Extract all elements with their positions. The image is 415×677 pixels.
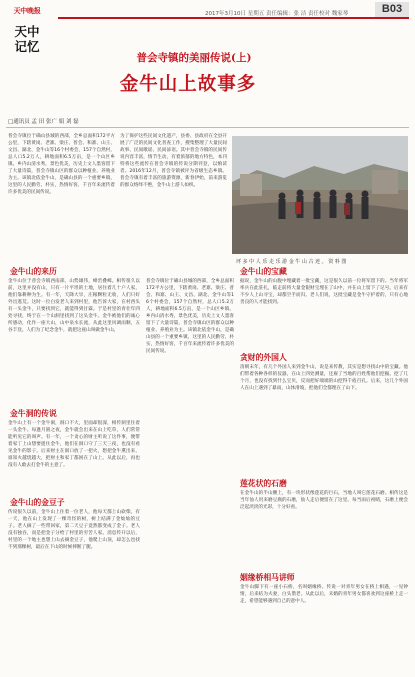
section-body: 传说很久以前，金牛山上住着一位老人，他每天都上山砍柴。有一天，他在山上发现了一棵奇怪的树，树上结满了金灿灿的豆子。老人摘了一些带回家，第二天豆子竟然都变成了金子。老人没有独吞，而是把金子分给了村里的穷苦人家。消息传开以后，村里的一个地主也想上山去摘金豆子，他爬上山顶，却怎么也找不到那棵树，最后在下山的时候摔断了腿。 (8, 510, 140, 550)
section-body: 金牛山脚下有一座小石桥，名叫姻缘桥。传说一对青年男女在桥上相遇，一见钟情，后来结为夫妻，白头偕老。从此以后，未婚的青年男女都喜欢到这座桥上走一走，希望能够遇到自己的意中人。 (240, 585, 408, 604)
section-title: 金牛山的来历 (10, 267, 57, 276)
article-byline: □通讯员 孟 田 张广 娟 刘 磊 (8, 119, 79, 125)
section-title: 金牛山的宝藏 (240, 267, 287, 276)
section-title: 金牛洞的传说 (10, 409, 57, 418)
section-title: 金牛山的金豆子 (10, 498, 65, 507)
article-photo (232, 136, 408, 254)
article-subheadline: 普会寺镇的美丽传说(上) (136, 52, 252, 64)
section-subname: 记忆 (14, 39, 40, 54)
issue-meta: 2017年3月10日 星期五 责任编辑：张 洁 责任校对 魏家琴 (205, 11, 349, 17)
page-number: B03 (375, 2, 409, 17)
middle-column-text: 普会寺镇位于确山县城的西部，全乡总面积172平方公里，下辖黄岗、老寨、梁庄、普会、和寨、山王、文昌、湖北、金牛山等16个村委会，157个自然村，总人口5.2万人，耕地面积6.5万亩，是一个山区乡镇。乡内山清水秀，景色优美，历史上文人墨客留下了大量诗篇，普会寺镇山区的群众以种植业、养殖业为主。该镇北依金牛山，是确山县的一个重要乡镇，这里的人民勤劳、朴实，热情好客，千百年来流传着许多优美的民间传说。 (146, 279, 234, 354)
intro-column-2: 为了保护这些民间文化遗产，县委、县政府在全县开展了广泛的民间文化普查工作，搜集整理了大量民间故事、民间歌谣、民间谚语。其中普会寺镇的民间传说内容丰富，情节生动，有着浓郁的地方特色，本刊特将这些流传在普会寺镇的传说分期刊登，以飨读者。2016年12月，普会寺镇被评为省级生态乡镇。普会寺镇有着丰富的旅游资源，新春伊始，前来游览的群众络绎不绝，金牛山上游人如织。 (120, 134, 227, 188)
intro-column-1: 普会寺镇位于确山县城的西部，全乡总面积172平方公里，下辖黄岗、老寨、梁庄、普会、和寨、山王、文昌、湖北、金牛山等16个村委会，157个自然村，总人口5.2万人，耕地面积6.5万亩，是一个山区乡镇。乡内山清水秀，景色优美，历史上文人墨客留下了大量诗篇，普会寺镇山区的群众以种植业、养殖业为主。该镇北依金牛山，是确山县的一个重要乡镇，这里的人民勤劳、朴实，热情好客，千百年来流传着许多优美的民间传说。 (8, 134, 115, 195)
header-rule (58, 17, 409, 19)
section-title: 姻缘桥相马讲师 (240, 573, 295, 582)
section-body: 金牛山位于普会寺镇西南部，山势雄伟，峰峦叠嶂。相传很久以前，这里并没有山，只有一片平坦的土地，居住着几十户人家，他们靠耕种为生。有一年，天降大旱，庄稼颗粒无收，人们只好外出逃荒。这时一位白发老人来到村里，他告诉大家，在村西头有一头金牛，只要找到它，就能得到甘霖。于是村里的青壮年四处寻找，终于在一个山洞里找到了这头金牛。金牛被他们的诚心所感动，化作一座大山，山中泉水长流，从此这里风调雨顺，五谷丰登。人们为了纪念金牛，就把这座山叫做金牛山。 (8, 279, 140, 333)
headline-divider (6, 127, 409, 128)
section-body: 金牛山上有一个金牛洞，洞口不大，里面却很深，相传洞里住着一头金牛。每逢月圆之夜，金牛就会出来在山上吃草，人们常常能听见它的叫声。有一年，一个贪心的财主听说了这件事，便带着家丁上山想要捉住金牛，他们在洞口守了三天三夜，也没有看见金牛的影子。后来财主在洞口放了一把火，想把金牛熏出来，谁知火越烧越大，把财主和家丁都困在了山上。从此以后，再也没有人敢去打金牛的主意了。 (8, 421, 140, 468)
section-body: 清朝末年，有几个外国人来到金牛山，说是来传教，其实是想寻找山中的宝藏。他们带着各种各样的仪器，在山上四处测量，还雇了当地的百姓帮他们挖掘。挖了几个月，也没有找到什么宝贝，反而把好端端的山挖得千疮百孔。后来，这几个外国人在山上遇到了暴雨，山体滑坡，把他们全都埋在了山下。 (240, 365, 408, 391)
section-name: 天中 (14, 24, 40, 39)
article-headline: 金牛山上故事多 (119, 74, 257, 95)
section-body: 在金牛山的半山腰上，有一块形状像莲花的巨石，当地人叫它莲花石磨。相传这是当年仙人用来磨豆腐的石磨，仙人走后便留在了这里。每当雨后初晴，石磨上便会泛起淡淡的光彩，十分好看。 (240, 491, 408, 510)
photo-caption: 坪 多 中 人 乐 走 乐 游 金 牛 山 古 迹 。 资 料 图 (236, 259, 347, 265)
section-title: 贪财的外国人 (240, 353, 287, 362)
newspaper-logo: 天中晚报 (13, 7, 41, 15)
section-brand (6, 6, 48, 54)
section-body: 据说，金牛山的山腹中埋藏着一批宝藏，这是很久以前一位将军留下的。当年将军率兵在此驻扎，临走前将大量金银财宝埋在了山中，并在山上留下了记号。后来有不少人上山寻宝，却都空手而归。老人们说，这批宝藏是金牛守护着的，只有心地善良的人才能找到。 (240, 279, 408, 305)
section-title: 莲花状的石磨 (240, 479, 287, 488)
